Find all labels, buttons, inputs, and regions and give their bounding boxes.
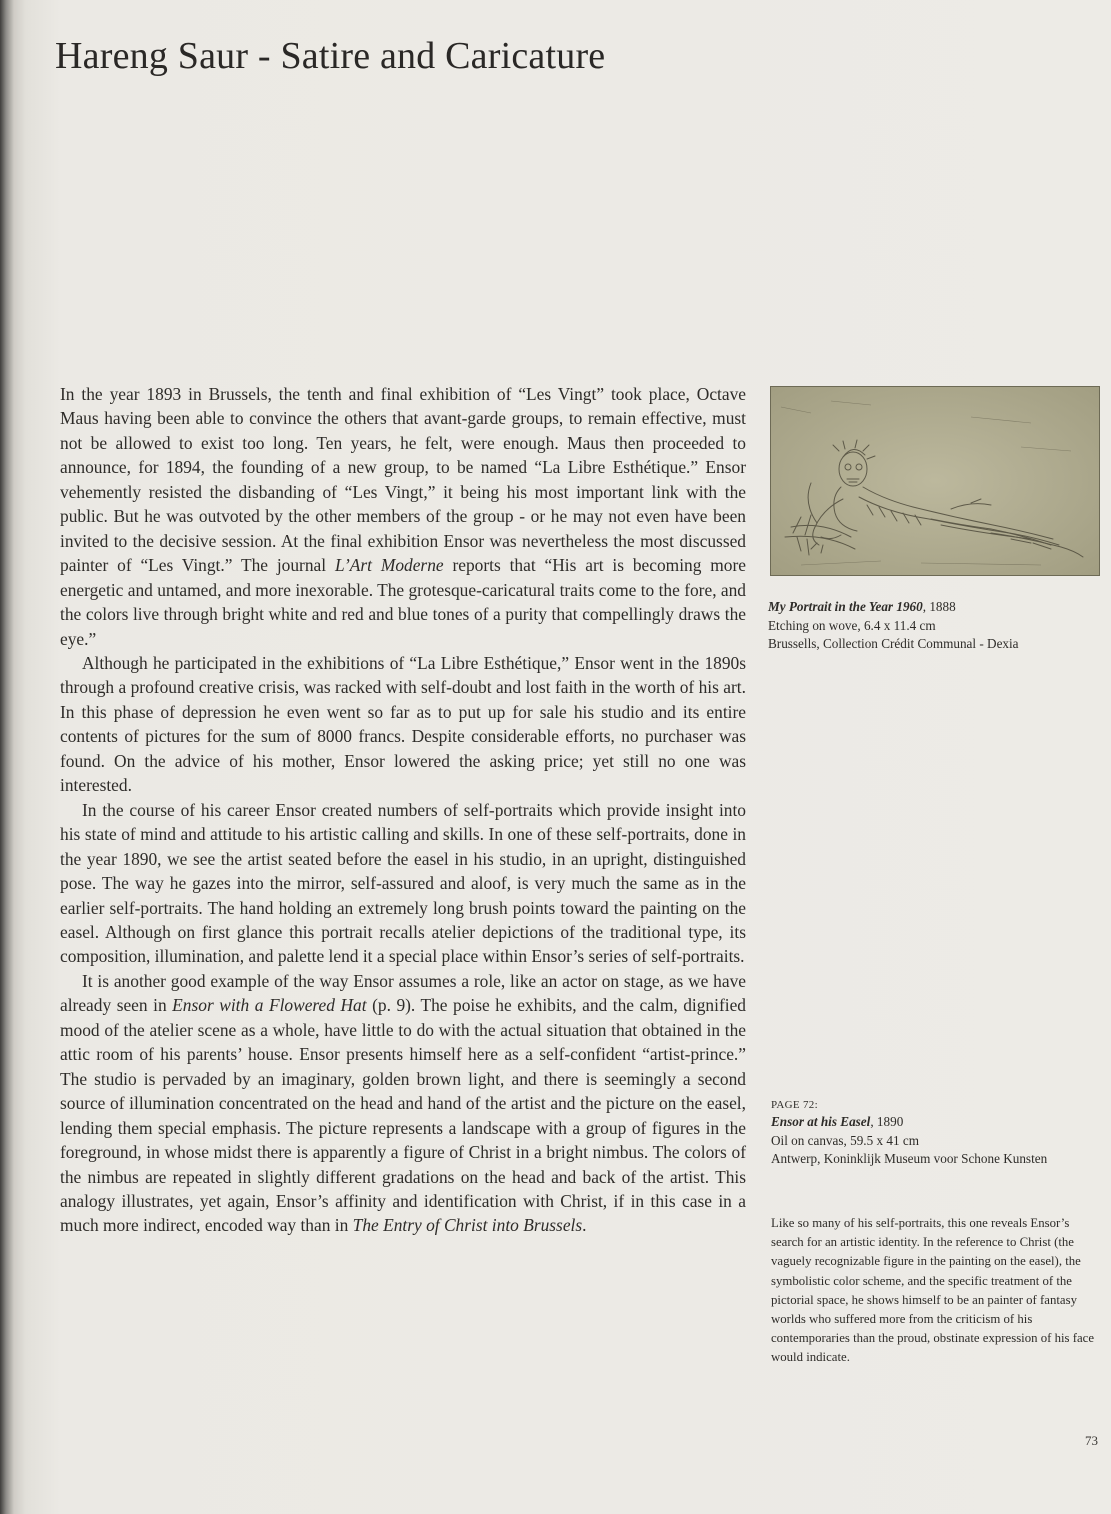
painting-caption [771, 1097, 1101, 1169]
etching-caption-title-line [768, 598, 1098, 617]
paragraph-4-text-a: It is another good example of the way Ensor assumes a role, like an actor on stage, as we have already seen in [60, 970, 746, 1016]
reclining-skeleton-etching [771, 387, 1099, 575]
artwork-reference-flowered-hat: Ensor with a Flowered Hat [172, 995, 367, 1016]
paragraph-4-text-c: . [582, 1215, 587, 1236]
side-note: Like so many of his self-portraits, this one reveals Ensor’s search for an artistic identity. In the reference to Christ (the vaguely recognizable figure in the painting on the easel), the symbolistic color scheme, and the specific treatment of the pictorial space, he shows himself to be an painter of fantasy worlds who suffered more from the criticism of his contemporaries than the proud, obstinate expression of his face would indicate. [771, 1216, 1095, 1365]
paragraph-3: In the course of his career Ensor created numbers of self-portraits which provide insight into his state of mind and attitude to his artistic calling and skills. In one of these self-portraits, done in the year 1890, we see the artist seated before the easel in his studio, in an upright, distinguished pose. The way he gazes into the mirror, self-assured and aloof, is very much the same as in the earlier self-portraits. The hand holding an extremely long brush points toward the painting on the easel. Although on first glance this portrait recalls atelier depictions of the traditional type, its composition, illumination, and palette lend it a special place within Ensor’s series of self-portraits. [60, 799, 746, 967]
paragraph-1 [60, 382, 746, 651]
paragraph-1-text-a: In the year 1893 in Brussels, the tenth and final exhibition of “Les Vingt” took place, Octave Maus having been able to convince the others that avant-garde groups, to remain effective, must not be allowed to exist too long. Ten years, he felt, were enough. Maus then proceeded to announce, for 1894, the founding of a new group, to be named “La Libre Esthétique.” Ensor vehemently resisted the disbanding of “Les Vingt,” it being his most important link with the public. But he was outvoted by the other members of the group - or he may not even have been invited to the decisive session. At the final exhibition Ensor was nevertheless the most discussed painter of “Les Vingt.” The journal [60, 384, 746, 576]
paragraph-4 [60, 969, 746, 1238]
page-title: Hareng Saur - Satire and Caricature [55, 35, 606, 77]
journal-title: L’Art Moderne [334, 555, 444, 576]
etching-image [770, 386, 1100, 576]
artwork-reference-entry-of-christ: The Entry of Christ into Brussels [352, 1215, 583, 1236]
painting-year: , 1890 [870, 1114, 904, 1129]
painting-caption-title-line [771, 1113, 1101, 1132]
paragraph-2: Although he participated in the exhibitions of “La Libre Esthétique,” Ensor went in the 1890s through a profound creative crisis, was racked with self-doubt and lost faith in the worth of his art. In this phase of depression he even went so far as to put up for sale his studio and its entire contents of pictures for the sum of 8000 francs. Despite considerable efforts, no purchaser was found. On the advice of his mother, Ensor lowered the asking price; yet still no one was interested. [60, 652, 746, 796]
paragraph-4-text-b: (p. 9). The poise he exhibits, and the calm, dignified mood of the atelier scene as a whole, have little to do with the actual situation that obtained in the attic room of his parents’ house. Ensor presents himself here as a self-confident “artist-prince.” The studio is pervaded by an imaginary, golden brown light, and there is seemingly a second source of illumination concentrated on the head and hand of the artist and the picture on the easel, lending them special emphasis. The picture represents a landscape with a group of figures in the foreground, in whose midst there is apparently a figure of Christ in a bright nimbus. The colors of the nimbus are repeated in slightly different gradations on the head and back of the artist. This analogy illustrates, yet again, Ensor’s affinity and identification with Christ, if in this case in a much more indirect, encoded way than in [60, 995, 747, 1236]
painting-location: Antwerp, Koninklijk Museum voor Schone Kunsten [771, 1151, 1048, 1166]
painting-medium: Oil on canvas, 59.5 x 41 cm [771, 1132, 919, 1148]
etching-title: My Portrait in the Year 1960 [768, 599, 923, 614]
paragraph-1-text-b: reports that “His art is becoming more energetic and untamed, and more inexorable. The grotesque-caricatural traits come to the fore, and the colors live through bright white and red and blue tones of a purity that compellingly draws the eye.” [60, 555, 747, 649]
etching-medium: Etching on wove, 6.4 x 11.4 cm [768, 617, 936, 633]
painting-page-reference: PAGE 72: [771, 1099, 818, 1111]
etching-location: Brussells, Collection Crédit Communal - Dexia [768, 636, 1019, 651]
main-text [60, 382, 746, 1238]
etching-year: , 1888 [922, 599, 956, 614]
painting-title: Ensor at his Easel [771, 1114, 871, 1129]
page-number: 73 [1085, 1433, 1098, 1448]
etching-caption [768, 598, 1098, 654]
